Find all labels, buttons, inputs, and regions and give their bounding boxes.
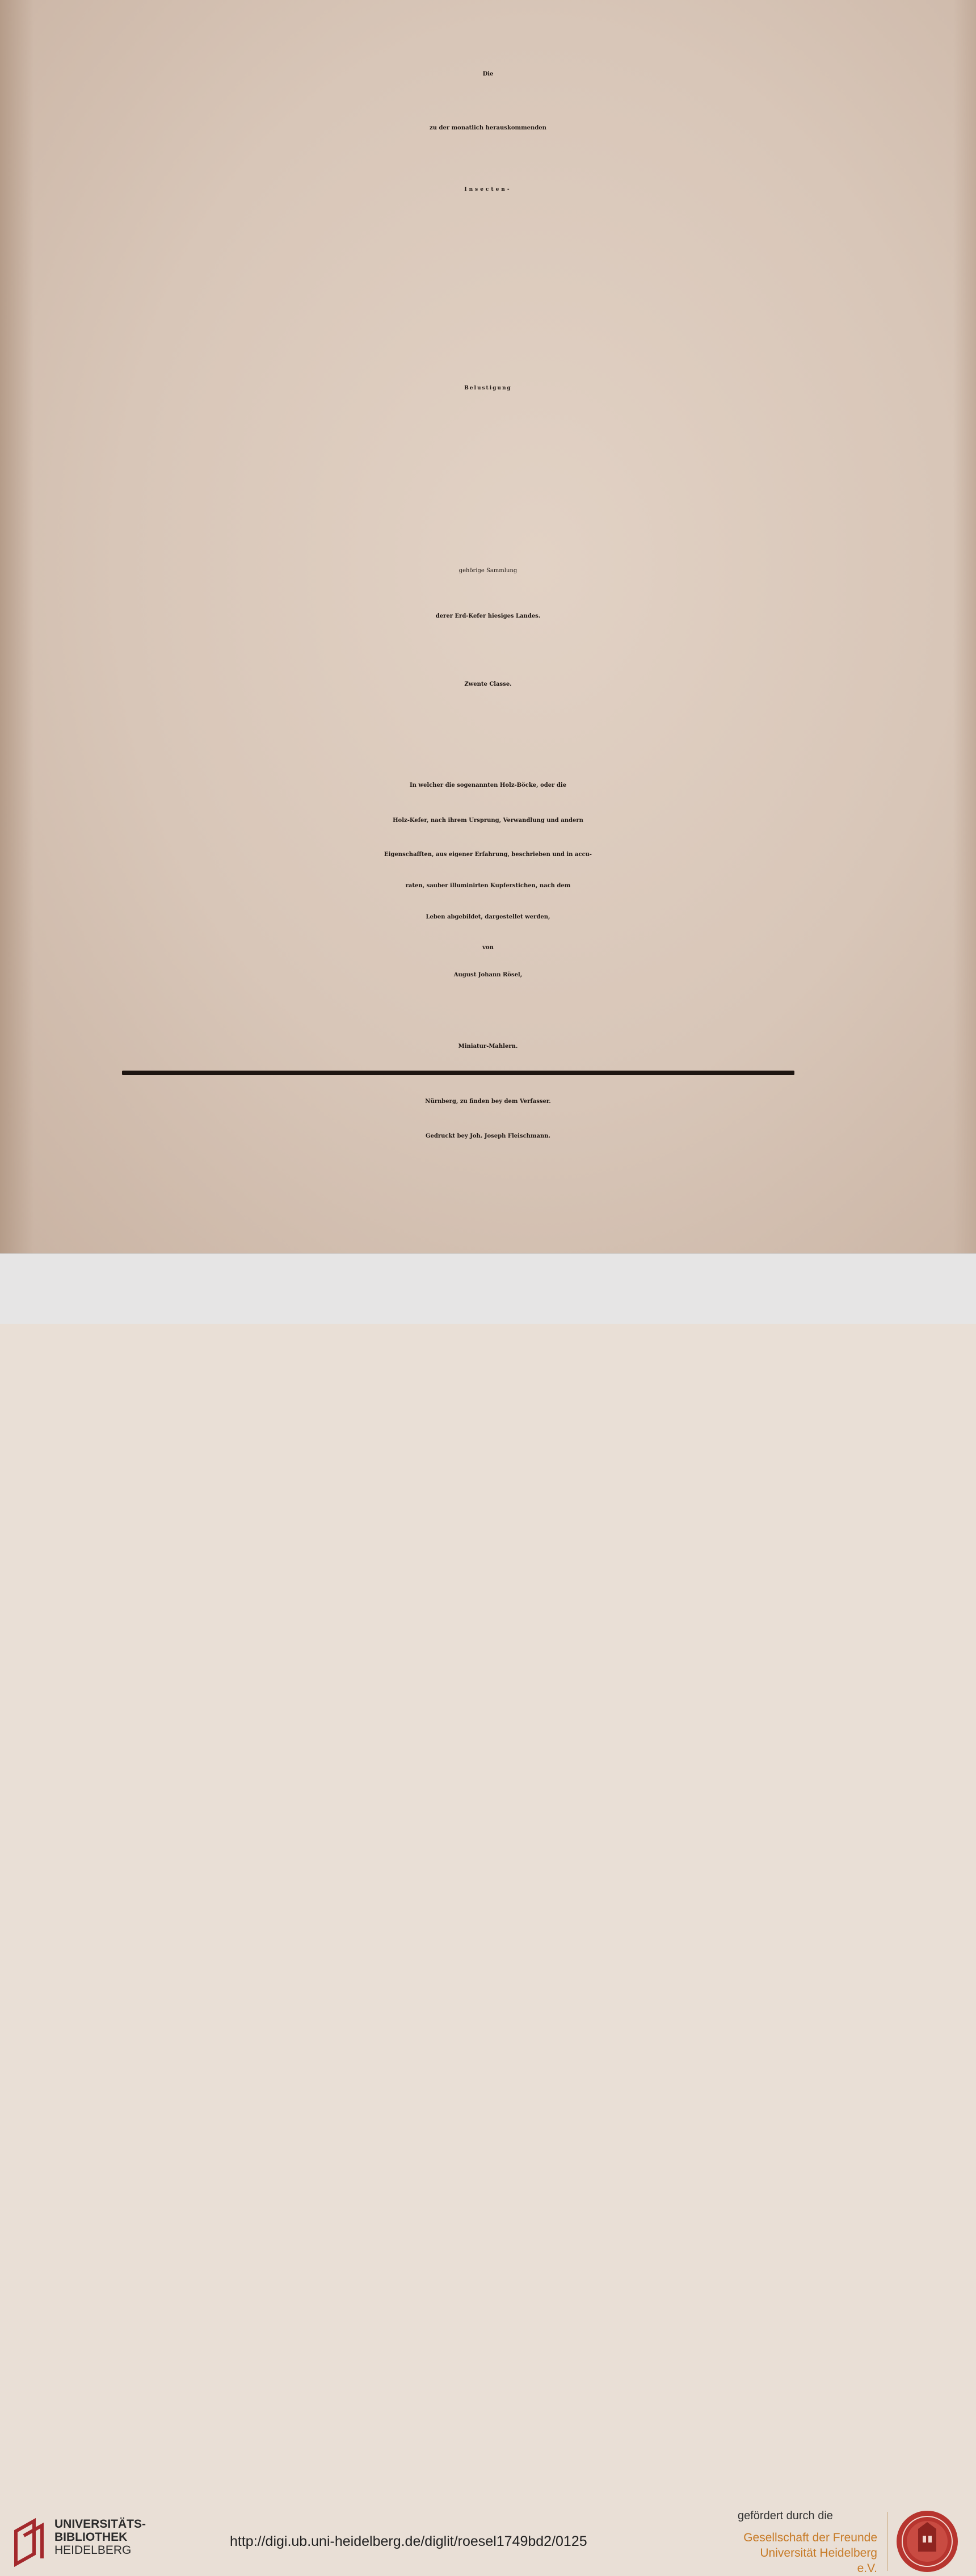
sponsor-name-line: Universität Heidelberg e.V. (760, 2546, 877, 2575)
permalink-url[interactable]: http://digi.ub.uni-heidelberg.de/diglit/roesel1749bd2/0125 (230, 2533, 587, 2549)
description-line: Leben abgebildet, dargestellet werden, (426, 914, 550, 920)
title-line-die: Die (482, 71, 494, 77)
library-name (54, 2518, 146, 2557)
imprint-printer: Gedruckt bey Joh. Joseph Fleischmann. (425, 1133, 551, 1139)
imprint-place: Nürnberg, zu finden bey dem Verfasser. (425, 1098, 551, 1105)
sponsor-name-line: Gesellschaft der Freunde (743, 2531, 877, 2544)
description-line: In welcher die sogenannten Holz-Böcke, oder die (409, 782, 567, 788)
footer-bar (0, 1253, 976, 2575)
library-name-line: HEIDELBERG (54, 2544, 132, 2557)
library-name-line: UNIVERSITÄTS- (54, 2518, 146, 2531)
title-line-erd-kefer: derer Erd-Kefer hiesiges Landes. (435, 613, 541, 619)
title-line-sammlung: gehörige Sammlung (458, 568, 518, 574)
title-belustigung: Belustigung (464, 385, 512, 391)
title-line-monthly: zu der monatlich herauskommenden (430, 125, 546, 131)
university-library-logo-icon (11, 2514, 51, 2571)
author-name: August Johann Rösel, (453, 972, 523, 978)
description-line: raten, sauber illuminirten Kupferstichen, nach dem (405, 883, 571, 889)
author-occupation: Miniatur-Mahlern. (458, 1043, 518, 1050)
sponsor-name (738, 2530, 877, 2576)
horizontal-rule (122, 1071, 794, 1075)
title-line-classe: Zwente Classe. (464, 681, 512, 687)
scanned-title-page (0, 0, 976, 1253)
footer-divider (887, 2512, 888, 2571)
library-name-line: BIBLIOTHEK (54, 2531, 128, 2544)
description-line: Holz-Kefer, nach ihrem Ursprung, Verwandlung und andern (393, 817, 583, 824)
byline-von: von (482, 945, 494, 951)
university-seal-icon (895, 2510, 959, 2573)
sponsor-intro: gefördert durch die (738, 2510, 833, 2522)
title-insecten: Insecten- (464, 187, 512, 192)
description-line: Eigenschafften, aus eigener Erfahrung, beschrieben und in accu- (384, 851, 592, 858)
